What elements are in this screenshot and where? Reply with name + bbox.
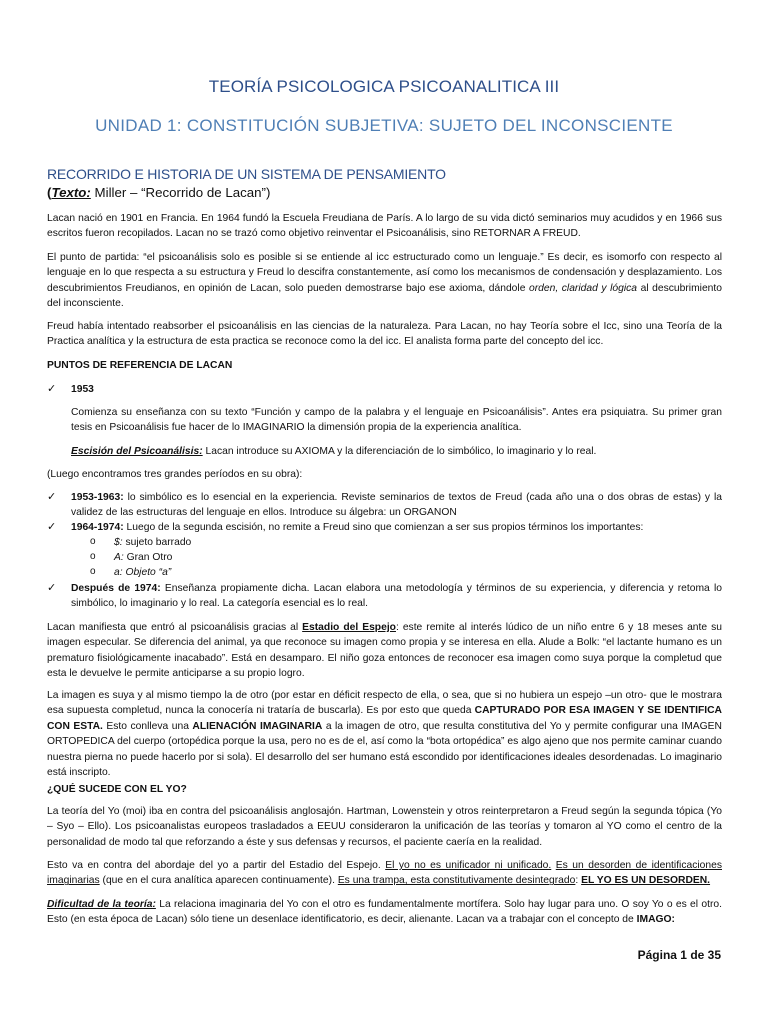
escision-text: Lacan introduce su AXIOMA y la diferenciación de lo simbólico, lo imaginario y lo real. xyxy=(202,446,597,457)
page-number: Página 1 de 35 xyxy=(637,948,721,962)
period-1-text: lo simbólico es lo esencial en la experiencia. Reviste seminarios de textos de Freud (cada año una o dos obras de estas) y la validez de las estructuras del lenguaje en ellos. Introduce su álgebra: un ORGANON xyxy=(71,492,722,519)
sub-item-1-symbol: $: xyxy=(114,537,123,548)
periodos-intro: (Luego encontramos tres grandes períodos en su obra): xyxy=(47,469,303,480)
paragraph-1953: Comienza su enseñanza con su texto “Función y campo de la palabra y el lenguaje en Psicoanálisis”. Antes era psiquiatra. Su primer gran tesis en Psicoanálisis fue hacer de lo IMAGINARIO la dimensión propia de la experiencia analítica. xyxy=(71,407,722,434)
p2-text-c: al descubrimiento del inconsciente. xyxy=(47,282,722,310)
paragraph-7 xyxy=(47,858,722,889)
p7-yo-desorden: EL YO ES UN DESORDEN. xyxy=(581,875,711,887)
paragraph-1: Lacan nació en 1901 en Francia. En 1964 fundó la Escuela Freudiana de París. A lo largo de su vida dictó seminarios muy acudidos y en 1966 sus escritos fueron recopilados. Lacan no se trazó como objetivo reinventar el Psicoanálisis, sino RETORNAR A FREUD. xyxy=(47,213,722,240)
bullet-circle-icon: o xyxy=(90,566,96,577)
source-label: Texto: xyxy=(51,185,91,200)
paragraph-8 xyxy=(47,897,722,928)
bullet-circle-icon: o xyxy=(90,551,96,562)
page-subtitle: UNIDAD 1: CONSTITUCIÓN SUBJETIVA: SUJETO DEL INCONSCIENTE xyxy=(95,116,673,135)
p2-text-a: El punto de partida: “el psicoanálisis solo es posible si se entiende al icc estructurado como un lenguaje.” Es decir, es isomorfo con respecto al lenguaje en lo que respecta a su estructura y Freud lo descifra constantemente, así como los mecanismos de condensación y desplazamiento. Los descubrimientos Freudianos, en opinión de Lacan, solo pueden demostrarse bajo ese axioma, dándole xyxy=(47,252,722,294)
section-heading: RECORRIDO E HISTORIA DE UN SISTEMA DE PENSAMIENTO xyxy=(47,166,446,182)
sub-item-3 xyxy=(114,565,514,580)
sub-item-1-text: sujeto barrado xyxy=(122,537,192,548)
checkmark-icon: ✓ xyxy=(47,582,57,594)
paragraph-2 xyxy=(47,250,722,312)
source-reference xyxy=(47,185,270,200)
source-open: ( xyxy=(47,185,52,200)
paragraph-3: Freud había intentado reabsorber el psicoanálisis en las ciencias de la naturaleza. Para Lacan, no hay Teoría sobre el Icc, sino una Teoría de la Practica analítica y la estructura de esta practica se reconoce como la del icc. El analista forma parte del concepto del icc. xyxy=(47,321,722,348)
sub-item-2-text: Gran Otro xyxy=(123,552,173,563)
p7-text-a: Esto va en contra del abordaje del yo a partir del Estadio del Espejo. xyxy=(47,860,381,871)
period-3-label: Después de 1974: xyxy=(71,583,161,594)
p8-imago: IMAGO: xyxy=(636,914,675,926)
sub-item-1 xyxy=(114,535,514,550)
p7-text-d: (que en el cura analítica aparecen continuamente). xyxy=(102,875,335,887)
escision-line xyxy=(71,444,722,459)
sub-item-2-symbol: A: xyxy=(114,552,124,563)
year-1953: 1953 xyxy=(71,384,94,395)
paragraph-5 xyxy=(47,688,722,780)
p2-emphasis: orden, claridad y lógica xyxy=(529,282,638,294)
paragraph-4 xyxy=(47,620,722,682)
bullet-circle-icon: o xyxy=(90,536,96,547)
period-3 xyxy=(71,581,722,612)
paragraph-6: La teoría del Yo (moi) iba en contra del psicoanálisis anglosajón. Hartman, Lowenstein y otros reinterpretaron a Freud según la segunda tópica (Yo – Syo – Ello). Los psicoanalistas europeos trasladados a EEUU consideraron la unificación de las teorías y tomaron al YO como el centro de la personalidad de modo tal que reforzando a éste y sus defensas y recursos, el paciente caería en la realidad. xyxy=(47,806,722,848)
checkmark-icon: ✓ xyxy=(47,491,57,503)
puntos-heading: PUNTOS DE REFERENCIA DE LACAN xyxy=(47,360,233,371)
p7-trampa: Es una trampa, esta constitutivamente desintegrado xyxy=(337,875,576,887)
p7-desorden: Es un desorden de identificaciones imaginarias xyxy=(47,860,722,887)
que-sucede-heading: ¿QUÉ SUCEDE CON EL YO? xyxy=(47,784,187,795)
period-2-label: 1964-1974: xyxy=(71,522,124,533)
checkmark-icon: ✓ xyxy=(47,521,57,533)
p5-text-a: La imagen es suya y al mismo tiempo la de otro (por estar en déficit respecto de ella, o sea, que si no hubiera un espejo –un otro- que le mostrara esa supuesta completud, nunca la conocería ni trataría de buscarla). Es por esto que queda xyxy=(47,690,722,717)
period-1-label: 1953-1963: xyxy=(71,492,124,503)
source-text: Miller – “Recorrido de Lacan”) xyxy=(90,185,271,200)
p4-estadio: Estadio del Espejo xyxy=(302,622,396,633)
p5-captured: CAPTURADO POR ESA IMAGEN Y SE IDENTIFICA CON ESTA. xyxy=(47,705,722,732)
p7-colon: : xyxy=(575,875,579,887)
period-2-text: Luego de la segunda escisión, no remite a Freud sino que comienzan a ser sus propios términos los importantes: xyxy=(123,522,644,533)
sub-item-3-text: a: Objeto “a” xyxy=(114,567,172,578)
p7-unificador: El yo no es unificador ni unificado. xyxy=(385,860,552,871)
period-1 xyxy=(71,490,722,521)
period-3-text: Enseñanza propiamente dicha. Lacan elabora una metodología y términos de su experiencia, y diferencia y retoma lo simbólico, lo imaginario y lo real. La categoría esencial es lo real. xyxy=(71,583,722,610)
p5-text-c: Esto conlleva una xyxy=(106,720,189,732)
page-title: TEORÍA PSICOLOGICA PSICOANALITICA III xyxy=(208,77,560,96)
p5-alienacion: ALIENACIÓN IMAGINARIA xyxy=(192,720,323,732)
period-2 xyxy=(71,520,722,535)
p8-label: Dificultad de la teoría: xyxy=(47,899,156,910)
p4-text-c: : este remite al interés lúdico de un niño entre 6 y 18 meses ante su imagen especular. Se diferencia del animal, ya que reconoce su imagen como propia y se interesa en ella. Alude a Bolk: “el lactante humano es un prematuro fisiológicamente inacabado”. Está en desamparo. El niño goza entonces de reconocer esa imagen como suya porque la completud que esta le devuelve le permite anticiparse a su propio logro. xyxy=(47,622,722,680)
p5-text-e: a la imagen de otro, que resulta constitutiva del Yo y permite configurar una IMAGEN ORTOPEDICA del cuerpo (ortopédica porque la usa, pero no es de el, así como la “bota ortopédica” es algo ajeno que nos permite caminar cuando nuestra pierna no puede hacerlo por si sola). El desarrollo del ser humano está escondido por identificaciones ideales desordenadas. Lo imaginario está inscripto. xyxy=(47,720,722,779)
escision-label: Escisión del Psicoanálisis: xyxy=(71,446,203,457)
checkmark-icon: ✓ xyxy=(47,383,57,395)
sub-item-2 xyxy=(114,550,514,565)
p8-text-b: La relaciona imaginaria del Yo con el otro es fundamentalmente mortífera. Solo hay lugar para uno. O soy Yo o es el otro. Esto (en esta época de Lacan) sólo tiene un desenlace identificatorio, es decir, alienante. Lacan va a trabajar con el concepto de xyxy=(47,899,722,926)
p4-text-a: Lacan manifiesta que entró al psicoanálisis gracias al xyxy=(47,622,299,633)
